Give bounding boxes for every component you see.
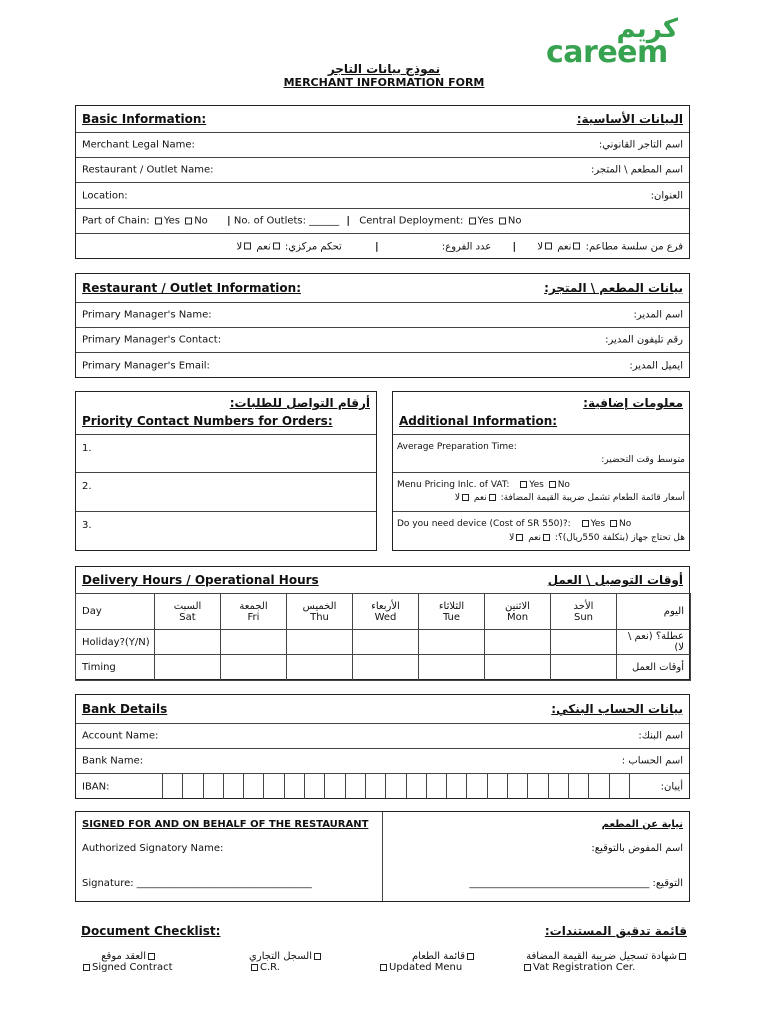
cr-label: C.R.: [260, 962, 280, 973]
outlets-label: No. of Outlets: ______: [233, 215, 340, 227]
chain-yes-label-ar: نعم: [557, 241, 572, 252]
iban-input-boxes[interactable]: [162, 774, 649, 799]
logo-latin: careem: [546, 35, 668, 70]
signed-contract-checkbox[interactable]: [83, 964, 90, 971]
checklist-heading: Document Checklist:: [81, 924, 221, 938]
form-title: [0, 62, 768, 89]
holiday-cell[interactable]: [155, 630, 221, 655]
delivery-hours-section: [75, 566, 690, 680]
manager-email-label: Primary Manager's Email:: [82, 360, 210, 371]
bank-name-label-ar: اسم الحساب :: [621, 755, 683, 767]
day-fri: [221, 594, 287, 630]
iban-digit-box[interactable]: [406, 774, 426, 799]
holiday-cell[interactable]: [221, 630, 287, 655]
timing-label-ar: أوقات العمل: [617, 655, 691, 681]
vat-no-label-ar: لا: [454, 493, 460, 503]
vat-cert-checkbox[interactable]: [524, 964, 531, 971]
location-field[interactable]: [76, 182, 689, 208]
menu-label: Updated Menu: [389, 962, 463, 973]
prep-time-field[interactable]: [393, 434, 689, 472]
outlets-label-ar: عدد الفروع:: [441, 241, 492, 252]
day-sun: [551, 594, 617, 630]
priority-contacts-section: [75, 391, 377, 551]
bank-heading: Bank Details: [82, 702, 168, 716]
device-no-checkbox-ar[interactable]: [516, 534, 523, 541]
central-label: Central Deployment:: [359, 215, 464, 227]
day-wed: [353, 594, 419, 630]
day-sun-ar: الأحد: [573, 600, 594, 612]
iban-digit-box[interactable]: [324, 774, 344, 799]
manager-email-field[interactable]: [76, 352, 689, 378]
timing-cell[interactable]: [419, 655, 485, 681]
central-yes-checkbox[interactable]: [469, 217, 476, 224]
day-header-ar: اليوم: [617, 594, 691, 630]
manager-name-label: Primary Manager's Name:: [82, 309, 212, 321]
day-mon: [485, 594, 551, 630]
iban-digit-box[interactable]: [629, 774, 649, 799]
prep-time-label-ar: متوسط وقت التحضير:: [601, 455, 685, 465]
timing-cell[interactable]: [485, 655, 551, 681]
iban-digit-box[interactable]: [304, 774, 324, 799]
device-no-label: No: [619, 519, 632, 529]
signed-contract-label: Signed Contract: [92, 962, 173, 973]
manager-contact-label-ar: رقم تليفون المدير:: [605, 334, 683, 346]
restaurant-name-field[interactable]: [76, 157, 689, 182]
vat-yes-label: Yes: [529, 480, 544, 490]
manager-contact-field[interactable]: [76, 327, 689, 352]
bank-name-field[interactable]: [76, 748, 689, 773]
central-yes-checkbox-ar[interactable]: [273, 243, 280, 250]
device-label-ar: هل تحتاج جهاز (بتكلفة 550ريال)؟:: [554, 533, 685, 543]
day-header-row: [76, 594, 691, 630]
additional-heading: Additional Information:: [399, 414, 558, 428]
iban-digit-box[interactable]: [426, 774, 446, 799]
iban-digit-box[interactable]: [345, 774, 365, 799]
holiday-cell[interactable]: [287, 630, 353, 655]
contact-number-3: 3.: [82, 520, 92, 531]
iban-digit-box[interactable]: [182, 774, 202, 799]
priority-heading-ar: أرقام التواصل للطلبات:: [229, 396, 370, 410]
iban-digit-box[interactable]: [284, 774, 304, 799]
checklist-item-signed-contract[interactable]: [81, 951, 173, 973]
iban-digit-box[interactable]: [446, 774, 466, 799]
vat-cert-label: Vat Registration Cer.: [533, 962, 636, 973]
chain-no-checkbox[interactable]: [185, 217, 192, 224]
hours-heading-ar: أوقات التوصيل \ العمل: [547, 573, 683, 587]
iban-digit-box[interactable]: [365, 774, 385, 799]
iban-label-ar: أيبان:: [660, 781, 683, 792]
outlet-info-section: [75, 273, 690, 378]
timing-label: Timing: [76, 655, 155, 681]
merchant-legal-name-field[interactable]: [76, 132, 689, 157]
outlet-info-heading: Restaurant / Outlet Information:: [82, 281, 302, 295]
central-label-ar: تحكم مركزي:: [284, 241, 342, 252]
bank-name-label: Bank Name:: [82, 755, 144, 767]
signatory-name-label-ar[interactable]: اسم المفوض بالتوقيع:: [591, 843, 683, 854]
cr-label-ar: السجل التجاري: [249, 951, 312, 962]
manager-name-label-ar: اسم المدير:: [633, 309, 683, 321]
priority-contact-1[interactable]: [76, 434, 376, 472]
signed-heading: SIGNED FOR AND ON BEHALF OF THE RESTAURANT: [82, 819, 369, 830]
central-no-label-ar: لا: [236, 241, 243, 252]
iban-digit-box[interactable]: [527, 774, 547, 799]
day-header: Day: [76, 594, 155, 630]
legal-name-label-ar: اسم التاجر القانوني:: [598, 139, 683, 151]
contact-number-2: 2.: [82, 481, 92, 492]
central-no-checkbox-ar[interactable]: [244, 243, 251, 250]
menu-checkbox[interactable]: [380, 964, 387, 971]
additional-info-section: [392, 391, 690, 551]
vat-cert-label-ar: شهادة تسجيل ضريبة القيمة المضافة: [526, 951, 677, 962]
checklist-item-menu[interactable]: [378, 951, 476, 973]
iban-digit-box[interactable]: [548, 774, 568, 799]
priority-contact-3[interactable]: [76, 511, 376, 551]
signature-line-ar[interactable]: التوقيع: ____________________________________: [469, 878, 683, 889]
central-no-checkbox[interactable]: [499, 217, 506, 224]
device-no-label-ar: لا: [509, 533, 515, 543]
iban-label: IBAN:: [82, 781, 110, 792]
day-tue-ar: الثلاثاء: [438, 600, 465, 612]
cr-checkbox[interactable]: [251, 964, 258, 971]
vat-yes-checkbox[interactable]: [520, 481, 527, 488]
device-yes-label: Yes: [590, 519, 606, 529]
signed-contract-label-ar: العقد موقع: [101, 951, 146, 962]
day-sat: [155, 594, 221, 630]
location-label-ar: العنوان:: [650, 190, 683, 201]
legal-name-label: Merchant Legal Name:: [82, 139, 195, 151]
basic-info-heading-ar: البيانات الأساسية:: [576, 112, 683, 126]
day-tue-en: Tue: [442, 611, 461, 623]
central-yes-label-ar: نعم: [256, 241, 271, 252]
menu-label-ar: قائمة الطعام: [411, 951, 465, 962]
day-fri-ar: الجمعة: [239, 600, 268, 612]
central-no-label: No: [507, 215, 522, 227]
device-yes-checkbox-ar[interactable]: [543, 534, 550, 541]
central-yes-label: Yes: [477, 215, 494, 227]
logo-arabic: كريم: [616, 14, 678, 44]
iban-digit-box[interactable]: [609, 774, 629, 799]
vat-label-ar: أسعار قائمة الطعام تشمل ضريبة القيمة المضافة:: [500, 493, 685, 503]
chain-no-label-ar: لا: [537, 241, 544, 252]
day-thu: [287, 594, 353, 630]
restaurant-name-label: Restaurant / Outlet Name:: [82, 164, 214, 176]
hours-heading: Delivery Hours / Operational Hours: [82, 573, 319, 587]
day-fri-en: Fri: [247, 611, 260, 623]
timing-cell[interactable]: [551, 655, 617, 681]
holiday-row: [76, 630, 691, 655]
title-arabic: نموذج بيانات التاجر: [327, 62, 441, 76]
priority-heading: Priority Contact Numbers for Orders:: [82, 414, 333, 428]
account-name-label: Account Name:: [82, 730, 159, 742]
holiday-label-ar: عطلة؟ (نعم \ لا): [617, 630, 691, 655]
vat-yes-checkbox-ar[interactable]: [489, 494, 496, 501]
iban-digit-box[interactable]: [466, 774, 486, 799]
bank-details-section: [75, 694, 690, 799]
holiday-label: Holiday?(Y/N): [76, 630, 155, 655]
chain-yes-checkbox-ar[interactable]: [573, 243, 580, 250]
iban-digit-box[interactable]: [487, 774, 507, 799]
checklist-item-cr[interactable]: [249, 951, 323, 973]
day-sun-en: Sun: [573, 611, 594, 623]
day-mon-en: Mon: [506, 611, 529, 623]
device-label: Do you need device (Cost of SR 550)?:: [397, 519, 571, 529]
day-thu-ar: الخميس: [302, 600, 337, 612]
vat-no-checkbox-ar[interactable]: [462, 494, 469, 501]
chain-label-ar: فرع من سلسة مطاعم:: [585, 241, 683, 252]
iban-digit-box[interactable]: [243, 774, 263, 799]
chain-yes-label: Yes: [163, 215, 181, 227]
signature-line[interactable]: Signature: ___________________________________: [82, 878, 312, 889]
day-wed-en: Wed: [374, 611, 397, 623]
iban-digit-box[interactable]: [588, 774, 608, 799]
basic-info-section: [75, 105, 690, 259]
checklist-heading-ar: قائمة تدقيق المستندات:: [544, 924, 687, 938]
basic-info-heading: Basic Information:: [82, 112, 207, 126]
device-row: [393, 511, 689, 551]
vat-no-checkbox[interactable]: [549, 481, 556, 488]
hours-table: [75, 593, 691, 681]
priority-contact-2[interactable]: [76, 472, 376, 511]
timing-cell[interactable]: [287, 655, 353, 681]
signatory-section: [75, 811, 690, 902]
prep-time-label: Average Preparation Time:: [397, 442, 517, 452]
day-tue: [419, 594, 485, 630]
account-name-label-ar: اسم البنك:: [638, 730, 683, 742]
chain-no-checkbox-ar[interactable]: [545, 243, 552, 250]
holiday-cell[interactable]: [419, 630, 485, 655]
holiday-cell[interactable]: [551, 630, 617, 655]
timing-cell[interactable]: [221, 655, 287, 681]
checklist-item-vat[interactable]: [522, 951, 688, 973]
vat-pricing-row: [393, 472, 689, 511]
contact-number-1: 1.: [82, 443, 92, 454]
outlet-info-heading-ar: بيانات المطعم \ المتجر:: [544, 281, 683, 295]
signed-heading-ar: نيابة عن المطعم: [601, 819, 683, 830]
iban-digit-box[interactable]: [223, 774, 243, 799]
chain-label: Part of Chain:: [82, 215, 150, 227]
device-yes-checkbox[interactable]: [582, 520, 589, 527]
signatory-name-label[interactable]: Authorized Signatory Name:: [82, 843, 224, 854]
manager-name-field[interactable]: [76, 302, 689, 327]
iban-digit-box[interactable]: [568, 774, 588, 799]
day-sat-ar: السبت: [173, 600, 202, 612]
iban-digit-box[interactable]: [385, 774, 405, 799]
title-english: MERCHANT INFORMATION FORM: [283, 76, 485, 89]
device-yes-label-ar: نعم: [528, 533, 542, 543]
additional-heading-ar: معلومات إضافية:: [583, 396, 683, 410]
chain-no-label: No: [194, 215, 208, 227]
iban-digit-box[interactable]: [507, 774, 527, 799]
timing-cell[interactable]: [353, 655, 419, 681]
iban-digit-box[interactable]: [162, 774, 182, 799]
bank-heading-ar: بيانات الحساب البنكي:: [551, 702, 683, 716]
iban-digit-box[interactable]: [203, 774, 223, 799]
day-wed-ar: الأربعاء: [371, 600, 400, 612]
day-thu-en: Thu: [310, 611, 329, 623]
timing-row: [76, 655, 691, 681]
vat-label: Menu Pricing Inlc. of VAT:: [397, 480, 510, 490]
chain-row-ar: فرع من سلسة مطاعم: نعم لا | عدد الفروع: | تحكم مركزي: نعم لا: [76, 233, 689, 259]
iban-row: [76, 773, 689, 799]
device-no-checkbox[interactable]: [610, 520, 617, 527]
holiday-cell[interactable]: [485, 630, 551, 655]
restaurant-name-label-ar: اسم المطعم \ المتجر:: [591, 164, 683, 176]
account-name-field[interactable]: [76, 723, 689, 748]
holiday-cell[interactable]: [353, 630, 419, 655]
iban-digit-box[interactable]: [263, 774, 283, 799]
timing-cell[interactable]: [155, 655, 221, 681]
location-label: Location:: [82, 190, 128, 201]
manager-contact-label: Primary Manager's Contact:: [82, 334, 222, 346]
vat-no-label: No: [557, 480, 570, 490]
day-mon-ar: الاثنين: [505, 600, 530, 612]
chain-yes-checkbox[interactable]: [155, 217, 162, 224]
day-sat-en: Sat: [179, 611, 196, 623]
manager-email-label-ar: ايميل المدير:: [629, 360, 683, 371]
vat-yes-label-ar: نعم: [473, 493, 487, 503]
chain-row: Part of Chain: Yes No | No. of Outlets: ______ | Central Deployment: Yes No: [76, 208, 689, 233]
